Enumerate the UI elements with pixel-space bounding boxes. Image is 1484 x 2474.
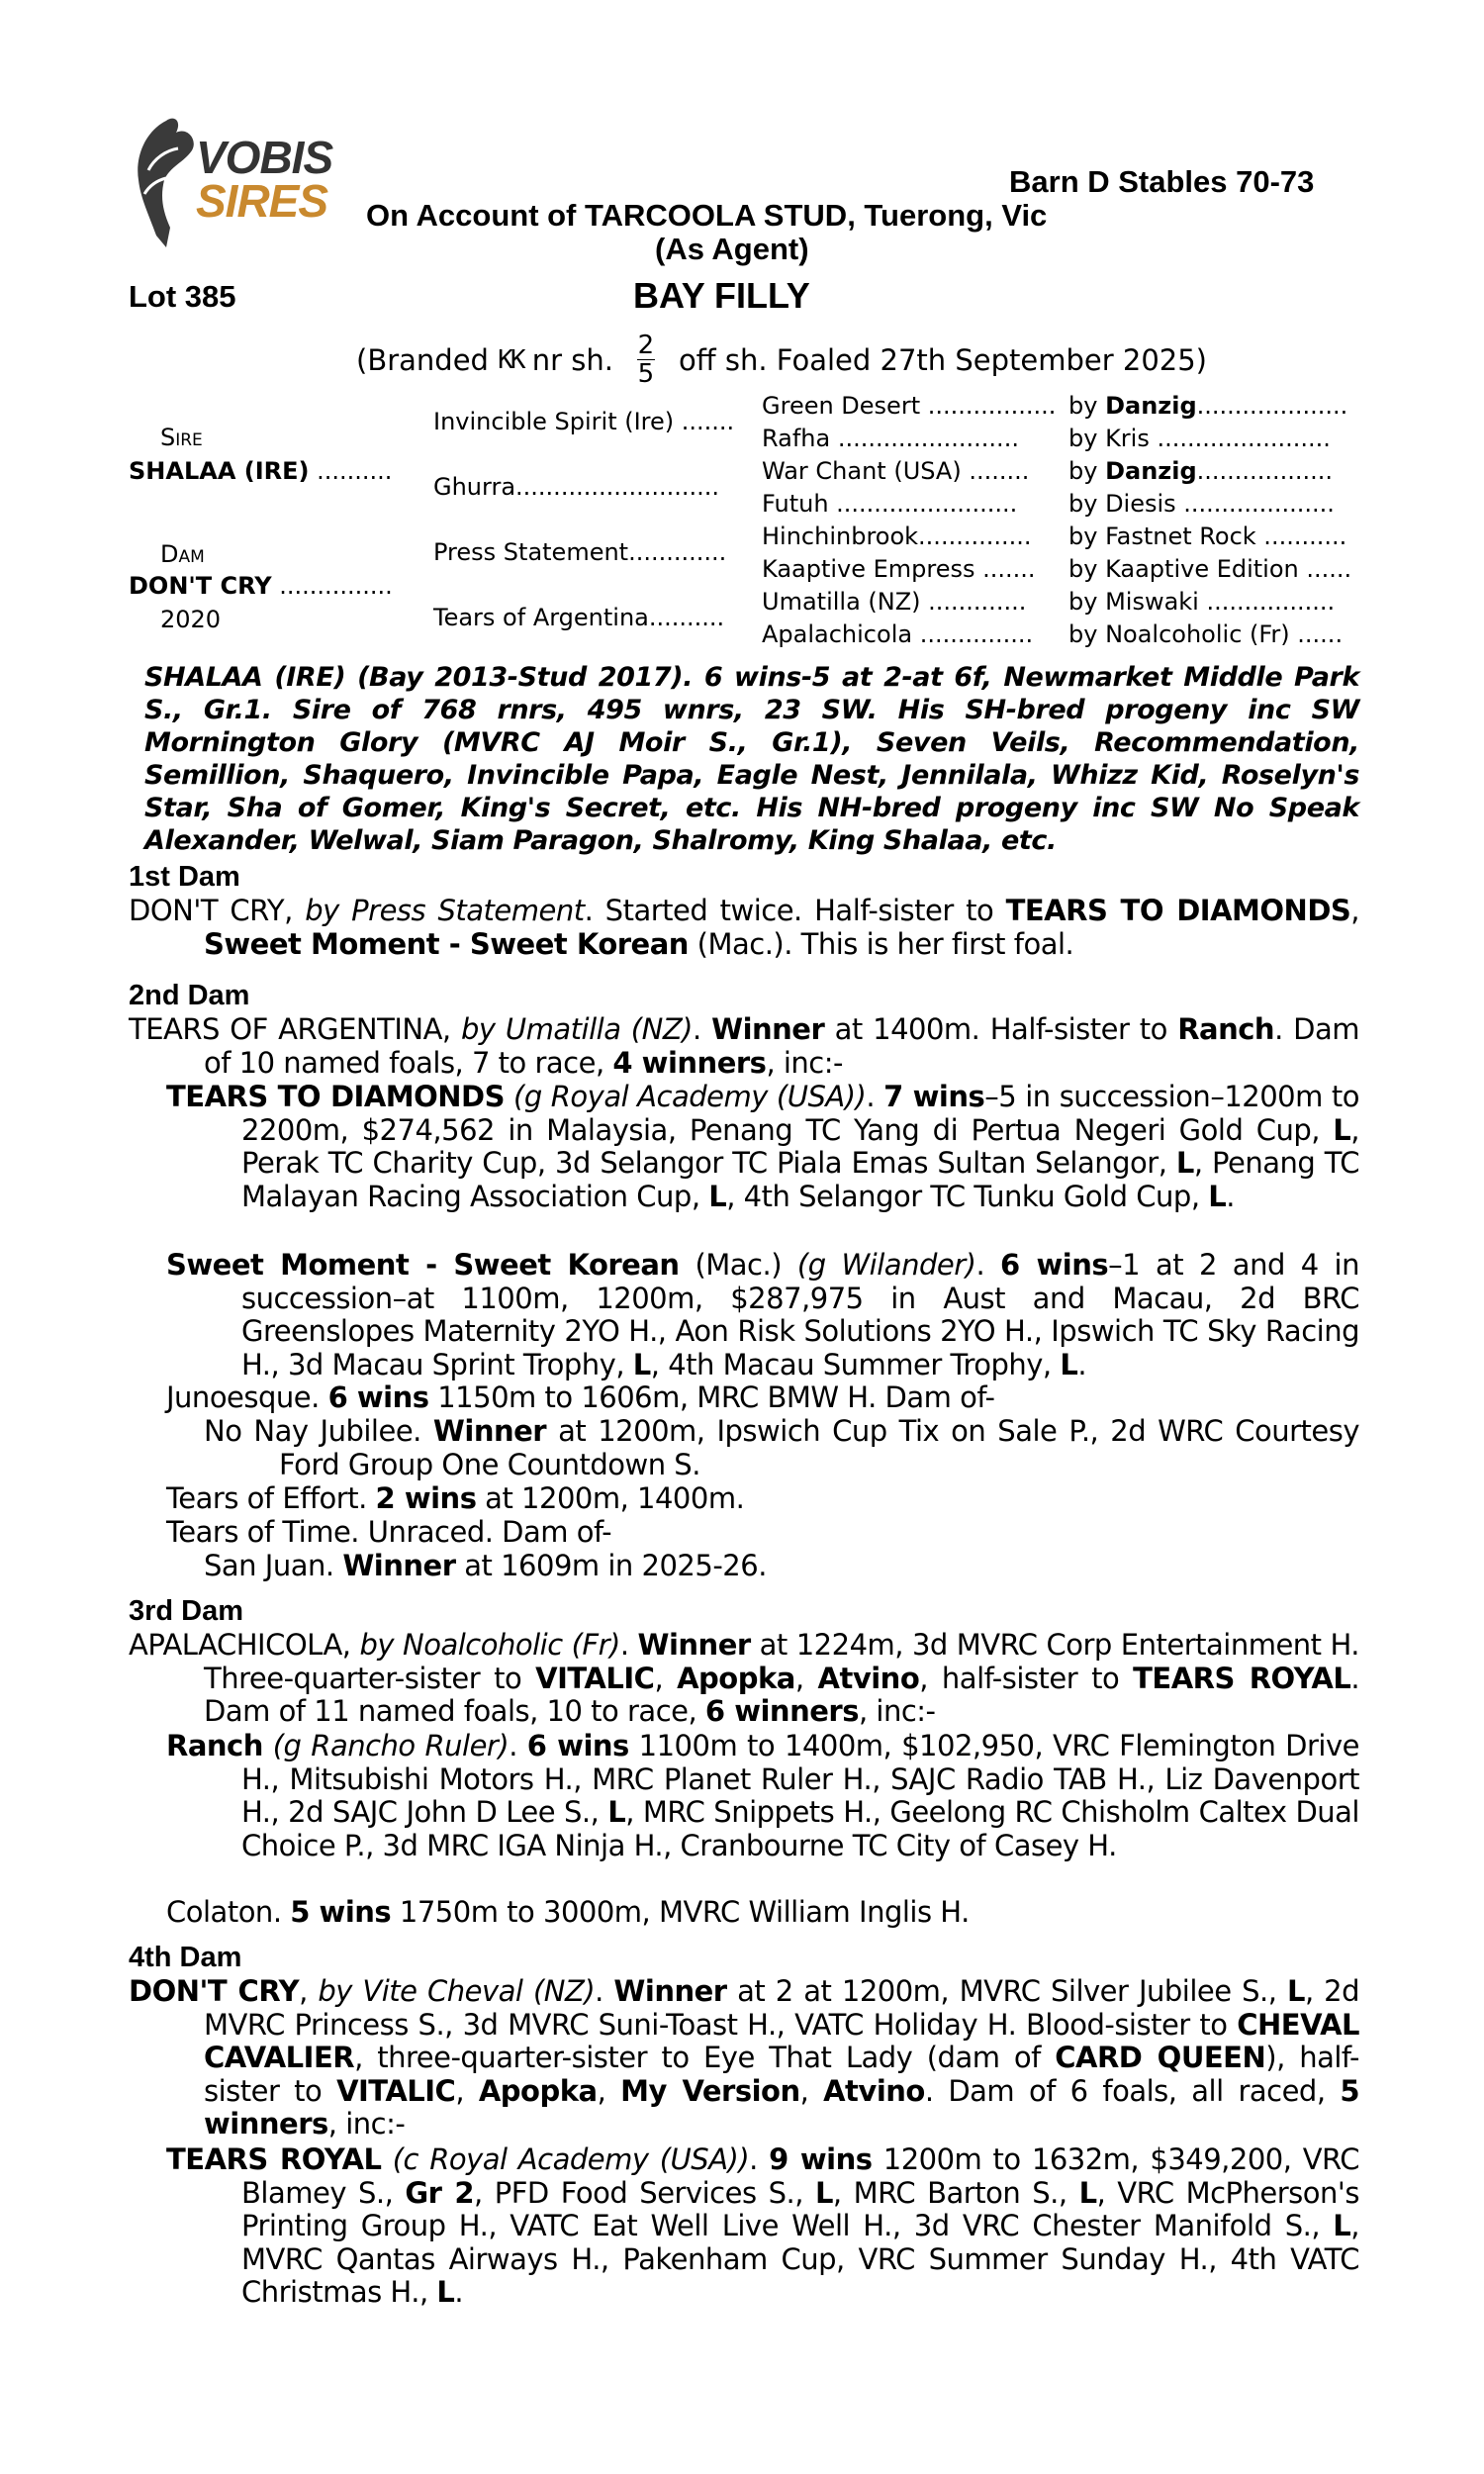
- text-run: .: [595, 1974, 614, 2008]
- brand-description: [356, 332, 1207, 388]
- text-run: DON'T CRY,: [129, 894, 306, 927]
- text-run: .: [975, 1248, 1001, 1282]
- text-run: at 1200m, 1400m.: [476, 1481, 745, 1515]
- text-run: 6 wins: [327, 1380, 429, 1414]
- ggp-6-sire: by Kaaptive Edition ......: [1068, 555, 1352, 583]
- text-run: .: [693, 1012, 712, 1046]
- section-4th-dam: 4th Dam: [129, 1942, 242, 1973]
- text-run: ,: [455, 2073, 479, 2108]
- progeny-sweet-moment: [166, 1249, 1359, 1381]
- dam-4-paragraph: [129, 1975, 1359, 2141]
- text-run: L: [1060, 1347, 1078, 1381]
- by-sire-bold: Danzig: [1105, 392, 1197, 420]
- text-run: Junoesque.: [166, 1380, 328, 1414]
- ggp-3-sire: [1068, 457, 1333, 485]
- text-run: , inc:-: [327, 2107, 406, 2141]
- text-run: Sweet Moment - Sweet Korean: [204, 926, 689, 961]
- text-run: 9 wins: [769, 2142, 873, 2176]
- text-run: 6 winners: [704, 1694, 859, 1728]
- progeny-tears-of-time: Tears of Time. Unraced. Dam of-: [166, 1515, 612, 1549]
- logo-text-sires: SIRES: [196, 175, 328, 227]
- text-run: 6 wins: [526, 1729, 629, 1762]
- section-3rd-dam: 3rd Dam: [129, 1595, 244, 1627]
- text-run: Winner: [342, 1549, 456, 1582]
- text-run: L: [436, 2275, 455, 2309]
- progeny-tears-of-effort: [166, 1482, 1359, 1516]
- grand-progeny-san-juan: [204, 1550, 1359, 1583]
- barn-location: Barn D Stables 70-73: [1009, 164, 1315, 199]
- text-run: L: [1208, 1179, 1227, 1213]
- text-run: No Nay Jubilee.: [204, 1414, 433, 1448]
- text-run: L: [708, 1179, 727, 1213]
- text-run: L: [632, 1347, 651, 1381]
- ggp-8: Apalachicola ...............: [762, 620, 1034, 648]
- by-prefix: by: [1068, 457, 1106, 485]
- text-run: 1200m to 1632m, $349,200, VRC Blamey S.,: [241, 2142, 1359, 2210]
- by-dots: ..................: [1196, 457, 1333, 485]
- dam-name-text: DON'T CRY: [129, 572, 272, 600]
- text-run: ,: [799, 2073, 824, 2108]
- text-run: [381, 2142, 392, 2176]
- text-run: ,: [1350, 894, 1359, 927]
- dam-sire: Press Statement.............: [433, 538, 727, 566]
- text-run: Apopka: [478, 2073, 598, 2108]
- text-run: Apopka: [677, 1661, 795, 1695]
- text-run: at 2 at 1200m, MVRC Silver Jubilee S.,: [726, 1974, 1287, 2008]
- text-run: L: [814, 2175, 833, 2210]
- sire-sire: Invincible Spirit (Ire) .......: [433, 408, 735, 435]
- text-run: Atvino: [823, 2073, 925, 2108]
- progeny-junoesque: [166, 1381, 1359, 1415]
- text-run: Winner: [637, 1628, 751, 1662]
- text-run: , half-sister to: [919, 1661, 1134, 1695]
- text-run: .: [454, 2275, 464, 2309]
- ggp-2: Rafha ........................: [762, 425, 1019, 452]
- text-run: ,: [597, 2073, 621, 2108]
- sire-editorial: SHALAA (IRE) (Bay 2013-Stud 2017). 6 wins-5 at 2-at 6f, Newmarket Middle Park S., Gr.1. Sire of 768 rnrs, 495 wnrs, 23 SW. His SH-bred progeny inc SW Mornington Glory (MVRC AJ Moir S., Gr.1), Seven Veils, Recommendation, Semillion, Shaquero, Invincible Papa, Eagle Nest, Jennilala, Whizz Kid, Roselyn's Star, Sha of Gomer, King's Secret, etc. His NH-bred progeny inc SW No Speak Alexander, Welwal, Siam Paragon, Shalromy, King Shalaa, etc.: [144, 662, 1359, 856]
- ggp-3: War Chant (USA) ........: [762, 457, 1030, 485]
- text-run: 7 wins: [883, 1080, 985, 1113]
- text-run: by Umatilla (NZ): [460, 1012, 693, 1046]
- dam-3-paragraph: [129, 1629, 1359, 1729]
- text-run: 4 winners: [612, 1045, 767, 1080]
- text-run: .: [866, 1080, 884, 1113]
- text-run: TEARS TO DIAMONDS: [166, 1080, 506, 1113]
- text-run: ,: [654, 1661, 678, 1695]
- text-run: .: [619, 1628, 638, 1662]
- by-dots: ....................: [1196, 392, 1348, 420]
- text-run: 1100m to 1400m, $102,950, VRC Flemington Drive H., Mitsubishi Motors H., MRC Planet Ruler H., SAJC Radio TAB H., Liz Davenport H., 2d SAJC John D Lee S.,: [241, 1729, 1359, 1829]
- text-run: CARD QUEEN: [1055, 2041, 1266, 2074]
- text-run: APALACHICOLA,: [129, 1628, 360, 1662]
- text-run: VITALIC: [336, 2073, 456, 2108]
- text-run: 1750m to 3000m, MVRC William Inglis H.: [391, 1895, 970, 1929]
- ggp-4-sire: by Diesis ....................: [1068, 490, 1335, 518]
- text-run: (g Wilander): [796, 1248, 976, 1282]
- fraction-numerator: 2: [637, 331, 655, 360]
- text-run: Tears of Effort.: [166, 1481, 376, 1515]
- brand-prefix: (Branded: [356, 342, 489, 377]
- section-1st-dam: 1st Dam: [129, 861, 240, 893]
- text-run: at 1400m. Half-sister to: [824, 1012, 1178, 1046]
- text-run: .: [1226, 1179, 1235, 1213]
- text-run: (Mac.): [679, 1248, 797, 1282]
- text-run: by Noalcoholic (Fr): [359, 1628, 620, 1662]
- text-run: TEARS TO DIAMONDS: [1005, 894, 1351, 927]
- text-run: , Penang TC Malayan Racing Association Cup,: [241, 1146, 1359, 1213]
- text-run: ,: [299, 1974, 319, 2008]
- ggp-1-sire: [1068, 392, 1347, 420]
- text-run: , 2d MVRC Princess S., 3d MVRC Suni-Toast H., VATC Holiday H. Blood-sister to: [204, 1974, 1360, 2042]
- dam-dam: Tears of Argentina..........: [433, 604, 725, 631]
- text-run: Winner: [711, 1012, 825, 1046]
- text-run: . Started twice. Half-sister to: [584, 894, 1006, 927]
- dam-2-paragraph: [129, 1013, 1359, 1080]
- text-run: (g Rancho Ruler): [272, 1729, 510, 1762]
- text-run: 6 wins: [1000, 1248, 1109, 1282]
- dam-label: Dam: [160, 540, 205, 568]
- text-run: , 4th Macau Summer Trophy,: [650, 1347, 1061, 1381]
- text-run: Winner: [613, 1974, 727, 2008]
- section-2nd-dam: 2nd Dam: [129, 980, 250, 1011]
- text-run: Gr 2: [405, 2175, 475, 2210]
- text-run: DON'T CRY: [129, 1974, 300, 2008]
- dam-year: 2020: [160, 606, 222, 633]
- ggp-4: Futuh ........................: [762, 490, 1018, 518]
- text-run: . Dam of 10 named foals, 7 to race,: [204, 1012, 1359, 1080]
- sire-name: [129, 457, 392, 485]
- text-run: L: [1286, 1974, 1305, 2008]
- text-run: , MRC Barton S.,: [832, 2175, 1079, 2210]
- text-run: [263, 1729, 273, 1762]
- brand-mark: KK: [498, 344, 523, 375]
- text-run: TEARS ROYAL: [166, 2142, 382, 2176]
- lot-number: Lot 385: [129, 279, 236, 314]
- vobis-sires-logo: [127, 111, 334, 249]
- progeny-tears-royal: [166, 2143, 1359, 2310]
- ggp-8-sire: by Noalcoholic (Fr) ......: [1068, 620, 1344, 648]
- text-run: [505, 1080, 513, 1113]
- text-run: (c Royal Academy (USA)): [392, 2142, 750, 2176]
- text-run: .: [749, 2142, 770, 2176]
- text-run: Winner: [432, 1414, 547, 1448]
- brand-suffix: off sh. Foaled 27th September 2025): [678, 342, 1207, 377]
- text-run: , PFD Food Services S.,: [474, 2175, 815, 2210]
- text-run: Atvino: [817, 1661, 920, 1695]
- logo-text-vobis: VOBIS: [196, 132, 333, 183]
- progeny-ranch: [166, 1730, 1359, 1862]
- text-run: (Mac.). This is her first foal.: [688, 926, 1074, 961]
- text-run: L: [1175, 1146, 1194, 1180]
- text-run: Sweet Moment - Sweet Korean: [166, 1248, 680, 1282]
- vendor-agent: (As Agent): [655, 232, 809, 266]
- fraction-denominator: 5: [637, 359, 655, 389]
- text-run: Colaton.: [166, 1895, 291, 1929]
- text-run: –1 at 2 and 4 in succession–at 1100m, 1200m, $287,975 in Aust and Macau, 2d BRC Greenslopes Maternity 2YO H., Aon Risk Solutions 2YO H., Ipswich TC Sky Racing H., 3d Macau Sprint Trophy,: [241, 1248, 1359, 1381]
- text-run: ), half-sister to: [204, 2041, 1359, 2108]
- text-run: at 1609m in 2025-26.: [455, 1549, 767, 1582]
- text-run: TEARS ROYAL: [1133, 1661, 1351, 1695]
- text-run: L: [1333, 2209, 1351, 2242]
- by-sire-bold: Danzig: [1105, 457, 1197, 485]
- progeny-colaton: [166, 1896, 1359, 1930]
- text-run: 2 wins: [375, 1481, 477, 1515]
- text-run: , inc:-: [858, 1694, 936, 1728]
- ggp-5: Hinchinbrook...............: [762, 523, 1032, 550]
- sire-label: Sire: [160, 424, 203, 451]
- dam-name: [129, 572, 393, 600]
- ggp-2-sire: by Kris .......................: [1068, 425, 1331, 452]
- ggp-5-sire: by Fastnet Rock ...........: [1068, 523, 1347, 550]
- text-run: 5 wins: [290, 1895, 392, 1929]
- text-run: by Press Statement: [305, 894, 585, 927]
- text-run: L: [1078, 2175, 1097, 2210]
- sire-name-text: SHALAA (IRE): [129, 457, 310, 485]
- text-run: , Perak TC Charity Cup, 3d Selangor TC Piala Emas Sultan Selangor,: [241, 1112, 1359, 1180]
- text-run: L: [607, 1795, 626, 1829]
- text-run: , VRC McPherson's Printing Group H., VATC Eat Well Live Well H., 3d VRC Chester Manifold S.,: [241, 2175, 1359, 2242]
- text-run: . Dam of 11 named foals, 10 to race,: [204, 1661, 1360, 1728]
- text-run: , MRC Snippets H., Geelong RC Chisholm Caltex Dual Choice P., 3d MRC IGA Ninja H., Cranbourne TC City of Casey H.: [241, 1795, 1359, 1862]
- text-run: CHEVAL CAVALIER: [204, 2007, 1359, 2074]
- text-run: .: [1077, 1347, 1087, 1381]
- text-run: , three-quarter-sister to Eye That Lady (dam of: [354, 2041, 1056, 2074]
- text-run: VITALIC: [535, 1661, 655, 1695]
- lot-title: BAY FILLY: [633, 275, 810, 316]
- text-run: L: [1333, 1112, 1351, 1147]
- text-run: at 1200m, Ipswich Cup Tix on Sale P., 2d WRC Courtesy Ford Group One Countdown S.: [279, 1414, 1359, 1481]
- vendor-account: On Account of TARCOOLA STUD, Tuerong, Vic: [366, 198, 1048, 233]
- text-run: My Version: [620, 2073, 800, 2108]
- text-run: by Vite Cheval (NZ): [318, 1974, 596, 2008]
- text-run: San Juan.: [204, 1549, 343, 1582]
- horse-head-icon: [127, 111, 206, 249]
- dam-1-paragraph: [129, 895, 1359, 961]
- text-run: –5 in succession–1200m to 2200m, $274,562 in Malaysia, Penang TC Yang di Pertua Negeri Gold Cup,: [241, 1080, 1359, 1147]
- by-prefix: by: [1068, 392, 1106, 420]
- text-run: ,: [794, 1661, 818, 1695]
- text-run: 1150m to 1606m, MRC BMW H. Dam of-: [428, 1380, 995, 1414]
- text-run: (g Royal Academy (USA)): [513, 1080, 867, 1113]
- sire-dam: Ghurra...........................: [433, 473, 720, 501]
- text-run: Ranch: [1177, 1012, 1275, 1046]
- ggp-1: Green Desert .................: [762, 392, 1057, 420]
- text-run: TEARS OF ARGENTINA,: [129, 1012, 461, 1046]
- progeny-tears-to-diamonds: [166, 1081, 1359, 1213]
- text-run: , MVRC Qantas Airways H., Pakenham Cup, VRC Summer Sunday H., 4th VATC Christmas H.,: [241, 2209, 1359, 2309]
- brand-number-fraction: [637, 332, 655, 388]
- ggp-7-sire: by Miswaki .................: [1068, 588, 1336, 616]
- text-run: . Dam of 6 foals, all raced,: [924, 2073, 1341, 2108]
- grand-progeny-no-nay-jubilee: [204, 1415, 1359, 1481]
- text-run: 5 winners: [204, 2073, 1360, 2141]
- brand-mid: nr sh.: [531, 342, 613, 377]
- text-run: , inc:-: [766, 1045, 843, 1080]
- text-run: at 1224m, 3d MVRC Corp Entertainment H. Three-quarter-sister to: [204, 1628, 1359, 1695]
- dam-dots: ...............: [271, 572, 393, 600]
- text-run: , 4th Selangor TC Tunku Gold Cup,: [726, 1179, 1209, 1213]
- text-run: .: [509, 1729, 527, 1762]
- sire-dots: ..........: [309, 457, 393, 485]
- ggp-7: Umatilla (NZ) .............: [762, 588, 1027, 616]
- text-run: Ranch: [166, 1729, 263, 1762]
- ggp-6: Kaaptive Empress .......: [762, 555, 1036, 583]
